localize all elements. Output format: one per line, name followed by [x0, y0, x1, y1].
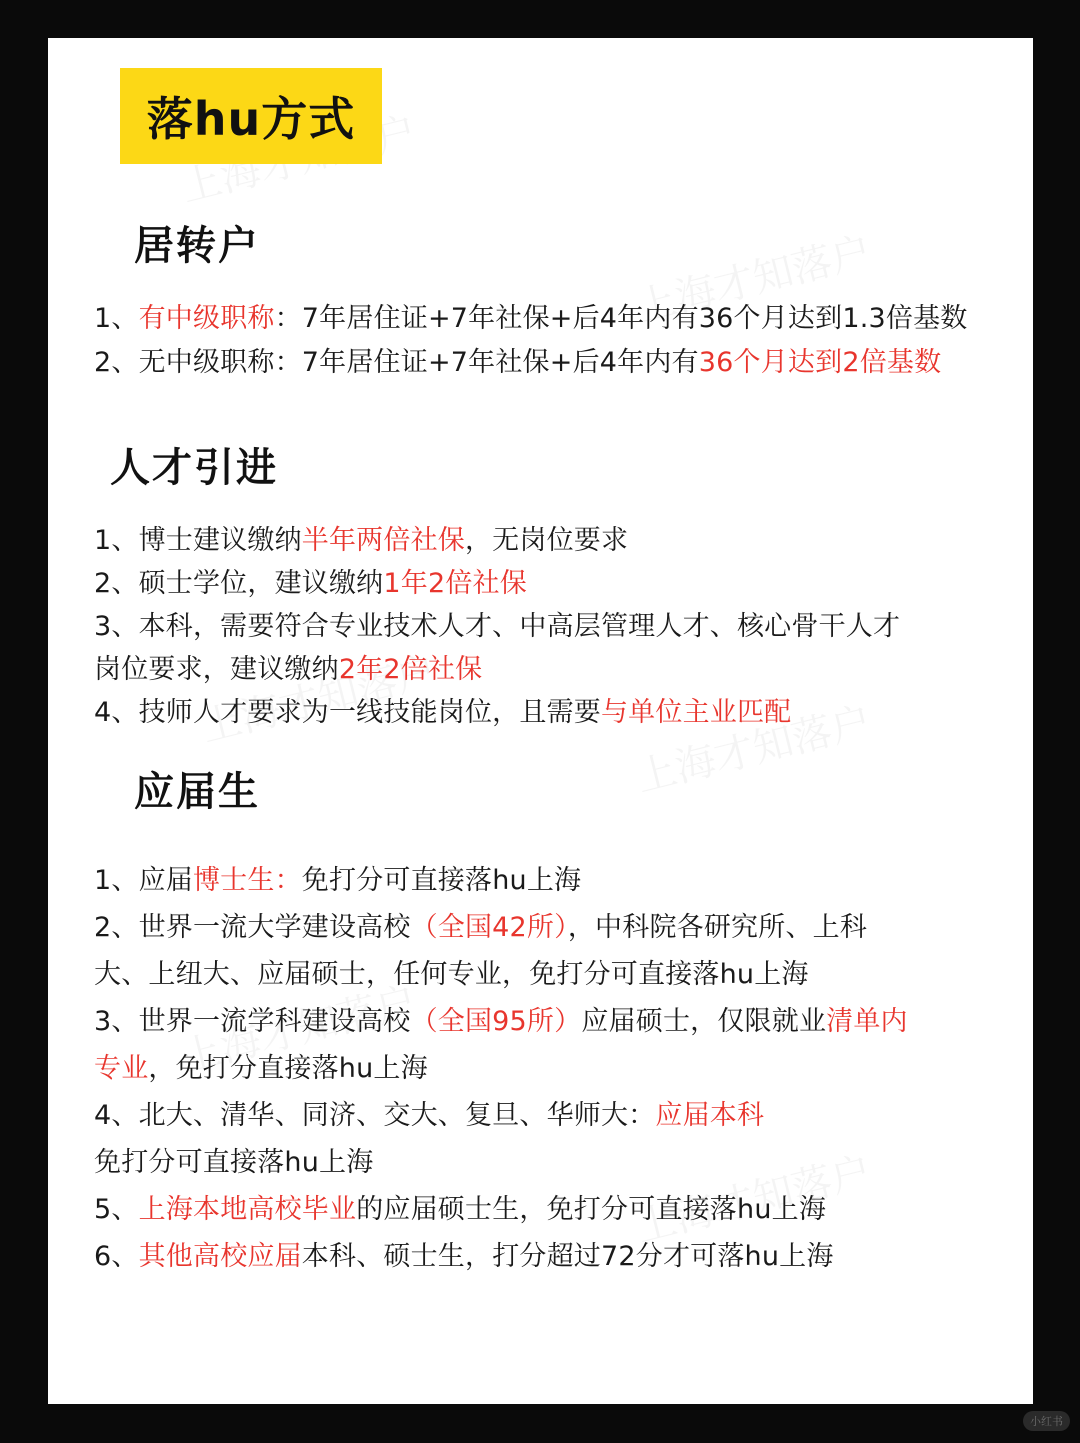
- highlight-text: 半年两倍社保: [301, 525, 465, 556]
- highlight-text: 专业: [94, 1053, 149, 1084]
- list-item: [94, 296, 967, 335]
- body-text: 免打分可直接落hu上海: [301, 865, 582, 896]
- body-text: 免打分可直接落hu上海: [94, 1147, 374, 1178]
- list-item: [94, 1093, 764, 1132]
- list-item: [94, 999, 908, 1038]
- section-heading-jzh: 居转户: [134, 223, 260, 269]
- list-item: [94, 858, 581, 897]
- body-text: 5、: [94, 1194, 139, 1225]
- highlight-text: 上海本地高校毕业: [138, 1194, 357, 1225]
- list-item: [94, 518, 628, 557]
- list-item: [94, 690, 791, 729]
- list-item: [94, 340, 941, 379]
- highlight-text: （全国42所）: [410, 912, 568, 943]
- body-text: ，无岗位要求: [464, 525, 629, 556]
- list-item: [94, 647, 482, 686]
- highlight-text: 36个月达到2倍基数: [698, 347, 942, 378]
- body-text: 4、北大、清华、同济、交大、复旦、华师大：: [94, 1100, 656, 1131]
- document-card: [48, 38, 1033, 1404]
- body-text: 2、世界一流大学建设高校: [94, 912, 411, 943]
- body-text: 1、: [94, 303, 139, 334]
- highlight-text: 应届本科: [655, 1100, 765, 1131]
- body-text: 大、上纽大、应届硕士，任何专业，免打分可直接落hu上海: [94, 959, 809, 990]
- body-text: 1、应届: [94, 865, 193, 896]
- body-text: ：7年居住证+7年社保+后4年内有36个月达到1.3倍基数: [274, 303, 968, 334]
- body-text: 岗位要求，建议缴纳: [94, 654, 339, 685]
- list-item: [94, 561, 527, 600]
- body-text: 的应届硕士生，免打分可直接落hu上海: [356, 1194, 827, 1225]
- section-heading-rcyj: 人才引进: [110, 445, 278, 491]
- body-text: ，中科院各研究所、上科: [567, 912, 868, 943]
- list-item: [94, 1046, 428, 1085]
- body-text: 3、本科，需要符合专业技术人才、中高层管理人才、核心骨干人才: [94, 611, 901, 642]
- highlight-text: 2年2倍社保: [338, 654, 483, 685]
- highlight-text: 与单位主业匹配: [600, 697, 792, 728]
- body-text: 4、技师人才要求为一线技能岗位，且需要: [94, 697, 601, 728]
- body-text: 应届硕士，仅限就业: [581, 1006, 827, 1037]
- body-text: 本科、硕士生，打分超过72分才可落hu上海: [301, 1241, 834, 1272]
- highlight-text: 1年2倍社保: [383, 568, 527, 599]
- body-text: 1、博士建议缴纳: [94, 525, 302, 556]
- highlight-text: 其他高校应届: [138, 1241, 302, 1272]
- list-item: [94, 952, 809, 991]
- section-heading-yjs: 应届生: [134, 769, 260, 815]
- page-title: 落hu方式: [120, 68, 382, 164]
- body-text: 3、世界一流学科建设高校: [94, 1006, 411, 1037]
- list-item: [94, 1234, 834, 1273]
- highlight-text: （全国95所）: [410, 1006, 582, 1037]
- list-item: [94, 905, 867, 944]
- list-item: [94, 604, 900, 643]
- highlight-text: 博士生：: [192, 865, 302, 896]
- body-text: 2、硕士学位，建议缴纳: [94, 568, 384, 599]
- highlight-text: 清单内: [826, 1006, 908, 1037]
- body-text: 6、: [94, 1241, 139, 1272]
- list-item: [94, 1187, 826, 1226]
- list-item: [94, 1140, 373, 1179]
- body-text: 2、无中级职称：7年居住证+7年社保+后4年内有: [94, 347, 699, 378]
- highlight-text: 有中级职称: [138, 303, 275, 334]
- platform-badge: 小红书: [1023, 1411, 1070, 1431]
- body-text: ，免打分直接落hu上海: [148, 1053, 428, 1084]
